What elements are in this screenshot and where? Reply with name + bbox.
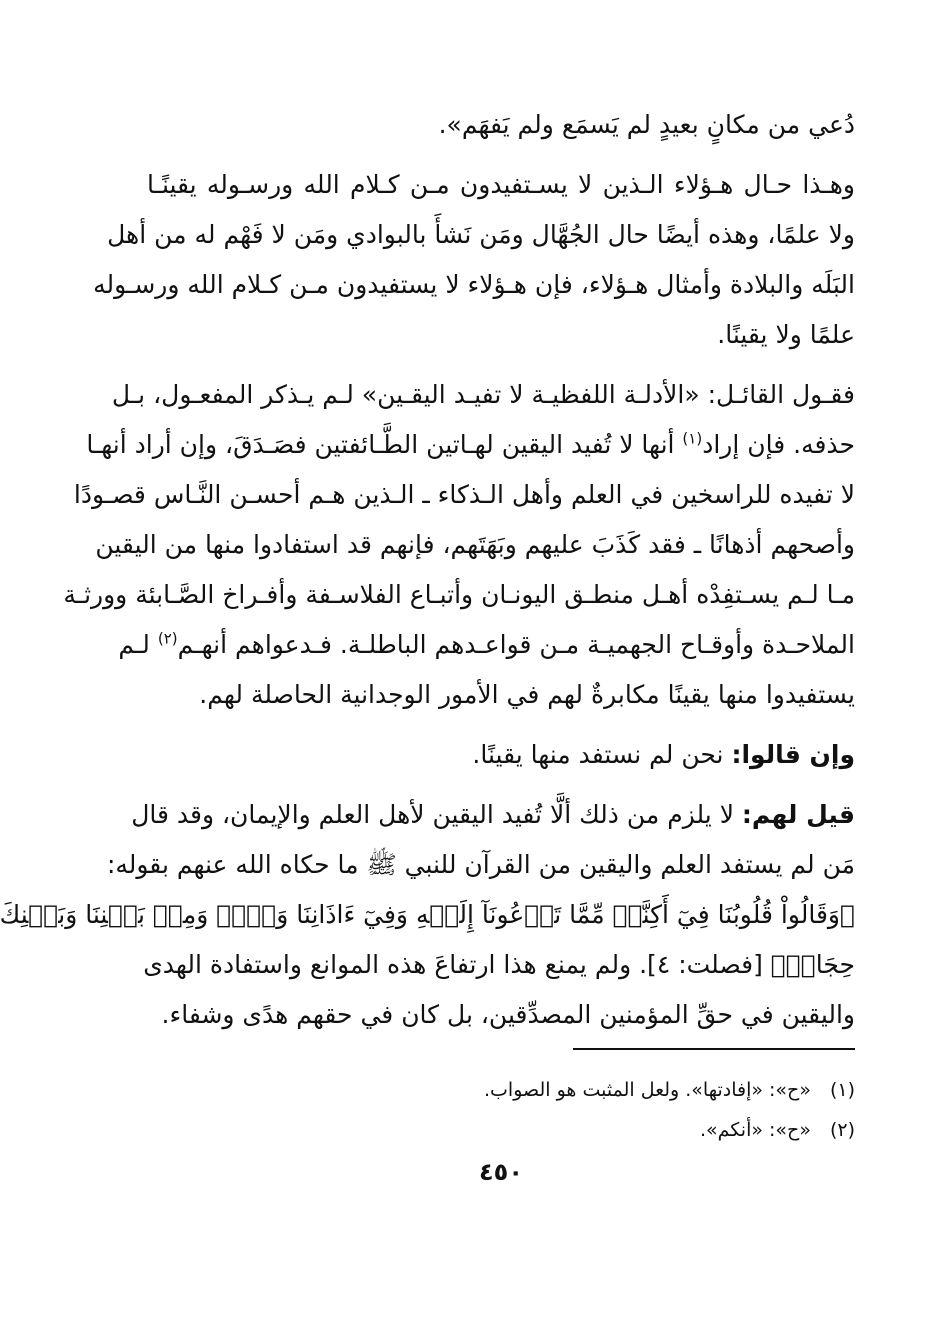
footnote-text: «ح»: «أنكم». (700, 1119, 811, 1141)
text-line: واليقين في حقِّ المؤمنين المصدِّقين، بل كان في حقهم هدًى وشفاء. (161, 1000, 855, 1029)
text-line: ولا علمًا، وهذه أيضًا حال الجُهَّال ومَن نَشأَ بالبوادي ومَن لا فَهْم له من أهل (107, 220, 855, 249)
page-number: ٤٥٠ (479, 1158, 523, 1186)
footnote-separator (573, 1048, 855, 1050)
footnote-number: (١) (829, 1079, 855, 1101)
text-line (131, 790, 855, 840)
text-segment: أنها لا تُفيد اليقين لهـاتين الطَّـائفتين فصَـدَقَ، وإن أراد أنهـا (86, 430, 683, 459)
bold-lead: وإن قالوا: (731, 740, 855, 769)
text-line: مـا لـم يسـتفِدْه أهـل منطـق اليونـان وأتبـاع الفلاسـفة وأفـراخ الصَّـابئة وورثـة (63, 580, 855, 609)
footnote-marker: (١) (682, 429, 703, 448)
quran-verse-line: ﴿وَقَالُواْ قُلُوبُنَا فِيٓ أَكِنَّةٖ مِّمَّا تَدۡعُونَآ إِلَيۡهِ وَفِيٓ ءَاذَانِنَا وَقۡرٞ وَمِنۢ بَيۡنِنَا وَبَيۡنِكَ (0, 900, 855, 929)
text-line (118, 620, 855, 670)
text-line (86, 420, 855, 470)
footnotes (147, 1070, 855, 1150)
text-line: دُعي من مكانٍ بعيدٍ لم يَسمَع ولم يَفهَم». (438, 110, 855, 139)
text-line: وهـذا حـال هـؤلاء الـذين لا يسـتفيدون مـن كـلام الله ورسـوله يقينًـا (147, 170, 855, 199)
text-line: وأصحهم أذهانًا ـ فقد كَذَبَ عليهم وبَهَتَهم، فإنهم قد استفادوا منها من اليقين (95, 530, 855, 559)
footnote-marker: (٢) (157, 629, 178, 648)
text-line: علمًا ولا يقينًا. (717, 320, 855, 349)
text-line (147, 730, 855, 780)
text-segment: لـم (118, 630, 158, 659)
footnote-number: (٢) (829, 1119, 855, 1141)
text-line (143, 940, 855, 990)
main-text (0, 100, 855, 1040)
footnote (147, 1110, 855, 1150)
footnote-text: «ح»: «إفادتها». ولعل المثبت هو الصواب. (484, 1079, 811, 1101)
quran-verse-end: حِجَابٞ﴾ (770, 950, 855, 979)
text-line: لا تفيده للراسخين في العلم وأهل الـذكاء ـ الـذين هـم أحسـن النَّـاس قصـودًا (73, 480, 855, 509)
bold-lead: قيل لهم: (741, 800, 855, 829)
text-segment: لا يلزم من ذلك ألَّا تُفيد اليقين لأهل العلم والإيمان، وقد قال (131, 800, 742, 829)
text-line: يستفيدوا منها يقينًا مكابرةٌ لهم في الأمور الوجدانية الحاصلة لهم. (199, 680, 855, 709)
text-segment: حذفه. فإن إراد (702, 430, 855, 459)
text-line: البَلَه والبلادة وأمثال هـؤلاء، فإن هـؤلاء لا يستفيدون مـن كـلام الله ورسـوله (93, 270, 855, 299)
footnote (147, 1070, 855, 1110)
text-line: مَن لم يستفد العلم واليقين من القرآن للنبي ﷺ ما حكاه الله عنهم بقوله: (106, 850, 855, 879)
text-segment: نحن لم نستفد منها يقينًا. (472, 740, 732, 769)
text-line: فقـول القائـل: «الأدلـة اللفظيـة لا تفيـد اليقـين» لـم يـذكر المفعـول، بـل (111, 380, 855, 409)
text-segment: [فصلت: ٤]. ولم يمنع هذا ارتفاعَ هذه الموانع واستفادة الهدى (143, 950, 771, 979)
text-segment: الملاحـدة وأوقـاح الجهميـة مـن قواعـدهم الباطلـة. فـدعواهم أنهـم (177, 630, 855, 659)
